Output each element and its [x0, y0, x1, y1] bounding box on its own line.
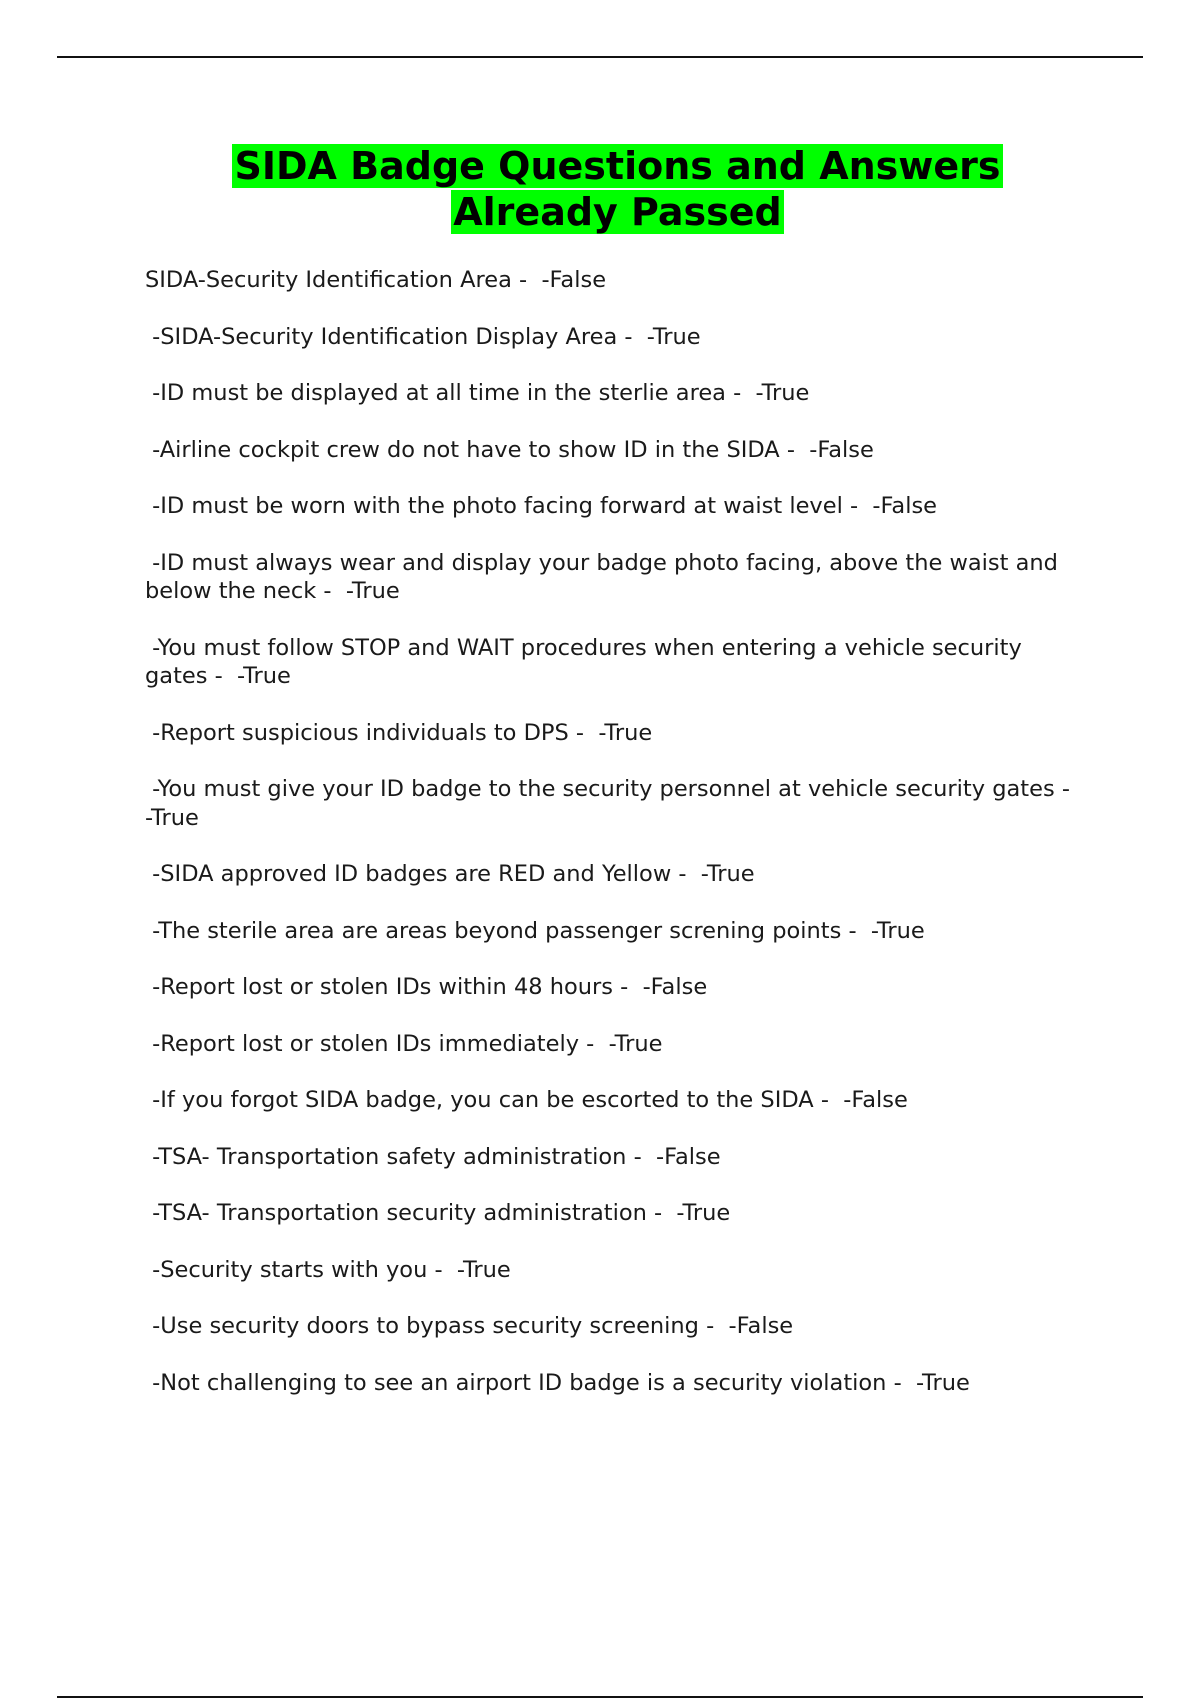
question-item: -Report lost or stolen IDs immediately - -True — [145, 1030, 663, 1057]
question-item: -Airline cockpit crew do not have to show ID in the SIDA - -False — [145, 436, 874, 463]
top-divider — [57, 56, 1143, 58]
question-item: -Use security doors to bypass security screening - -False — [145, 1313, 794, 1339]
question-item: -TSA- Transportation security administration - -True — [145, 1200, 731, 1226]
question-list — [145, 266, 1085, 1425]
question-item: -You must give your ID badge to the security personnel at vehicle security gates - -True — [145, 776, 1085, 831]
title-line-1: SIDA Badge Questions and Answers — [234, 144, 1001, 188]
question-item: -TSA- Transportation safety administration - -False — [145, 1143, 721, 1170]
question-item: -ID must be worn with the photo facing forward at waist level - -False — [145, 493, 938, 519]
bottom-divider — [57, 1696, 1143, 1698]
question-item: -If you forgot SIDA badge, you can be escorted to the SIDA - -False — [145, 1087, 908, 1113]
question-item: -The sterile area are areas beyond passenger screning points - -True — [145, 917, 925, 944]
question-item: -Report suspicious individuals to DPS - -True — [145, 719, 653, 746]
page-title — [0, 143, 1200, 235]
question-item: -SIDA approved ID badges are RED and Yellow - -True — [145, 861, 755, 887]
question-item: -SIDA-Security Identification Display Area - -True — [145, 323, 701, 350]
question-item: -You must follow STOP and WAIT procedures when entering a vehicle security gates - -True — [145, 634, 1029, 689]
question-item: -Security starts with you - -True — [145, 1256, 511, 1283]
title-line-2: Already Passed — [453, 190, 782, 234]
question-item: -Not challenging to see an airport ID badge is a security violation - -True — [145, 1369, 970, 1396]
question-item: SIDA-Security Identification Area - -False — [145, 267, 607, 293]
question-item: -ID must always wear and display your badge photo facing, above the waist and below the neck - -True — [145, 549, 1066, 604]
question-item: -ID must be displayed at all time in the sterlie area - -True — [145, 380, 810, 406]
question-item: -Report lost or stolen IDs within 48 hours - -False — [145, 974, 708, 1000]
